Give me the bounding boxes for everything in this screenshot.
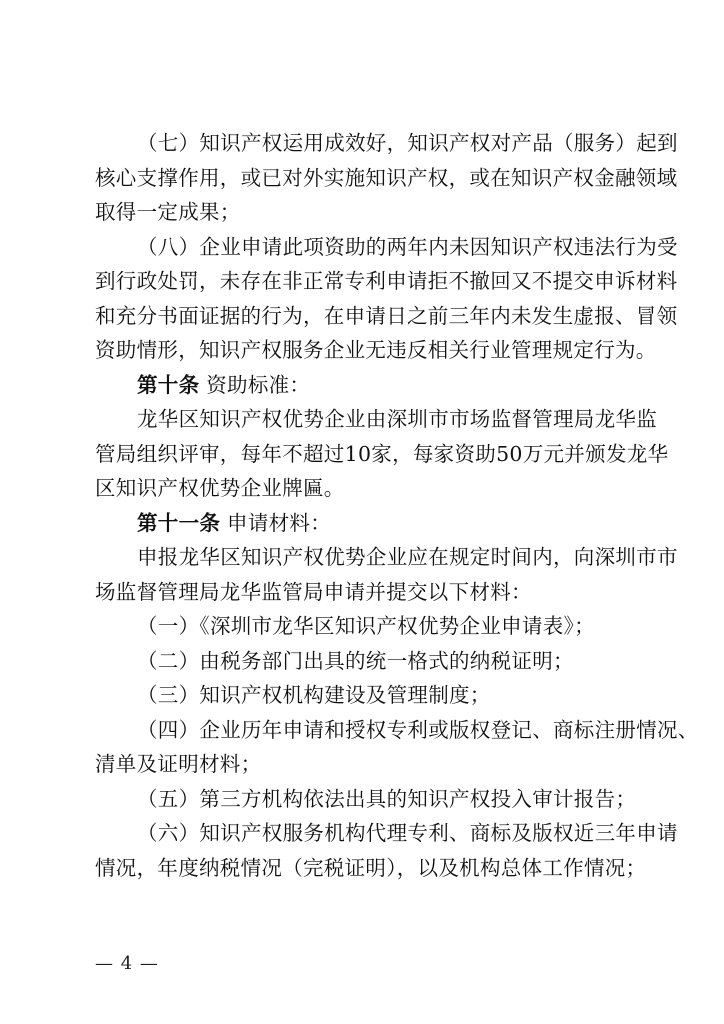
paragraph-line: （八）企业申请此项资助的两年内未因知识产权违法行为受 — [137, 234, 678, 259]
paragraph-line: （七）知识产权运用成效好，知识产权对产品（服务）起到 — [137, 131, 678, 155]
article-10-label: 资助标准： — [206, 372, 311, 397]
page-number: — 4 — — [95, 953, 159, 974]
paragraph-line: 龙华区知识产权优势企业由深圳市市场监督管理局龙华监 — [137, 407, 657, 431]
list-item: （六）知识产权服务机构代理专利、商标及版权近三年申请 — [137, 821, 678, 845]
document-body — [95, 126, 699, 885]
list-item-continuation: 情况，年度纳税情况（完税证明），以及机构总体工作情况； — [95, 855, 647, 880]
list-item-continuation: 清单及证明材料； — [95, 752, 262, 776]
article-10-number: 第十条 — [137, 372, 200, 397]
article-11-number: 第十一条 — [137, 510, 221, 535]
paragraph-line: 和充分书面证据的行为，在申请日之前三年内未发生虚报、冒领 — [95, 303, 678, 328]
list-item: （二）由税务部门出具的统一格式的纳税证明； — [137, 648, 574, 673]
paragraph-line: 管局组织评审，每年不超过10家，每家资助50万元并颁发龙华 — [95, 441, 669, 466]
list-item: （三）知识产权机构建设及管理制度； — [137, 683, 491, 707]
article-11-heading-line — [95, 506, 631, 541]
list-item: （四）企业历年申请和授权专利或版权登记、商标注册情况、 — [137, 717, 699, 742]
paragraph-line: 到行政处罚，未存在非正常专利申请拒不撤回又不提交申诉材料 — [95, 269, 678, 293]
list-item: （一）《深圳市龙华区知识产权优势企业申请表》； — [137, 614, 595, 638]
paragraph-line: 取得一定成果； — [95, 200, 241, 224]
list-item: （五）第三方机构依法出具的知识产权投入审计报告； — [137, 786, 637, 811]
paragraph-line: 区知识产权优势企业牌匾。 — [95, 476, 345, 500]
paragraph-line: 场监督管理局龙华监管局申请并提交以下材料： — [95, 579, 532, 604]
paragraph-line: 核心支撑作用，或已对外实施知识产权，或在知识产权金融领域 — [95, 165, 678, 190]
article-10-heading-line — [95, 368, 631, 403]
paragraph-line: 资助情形，知识产权服务企业无违反相关行业管理规定行为。 — [95, 338, 657, 362]
article-11-label: 申请材料： — [227, 510, 332, 535]
paragraph-line: 申报龙华区知识产权优势企业应在规定时间内，向深圳市市 — [137, 545, 678, 569]
